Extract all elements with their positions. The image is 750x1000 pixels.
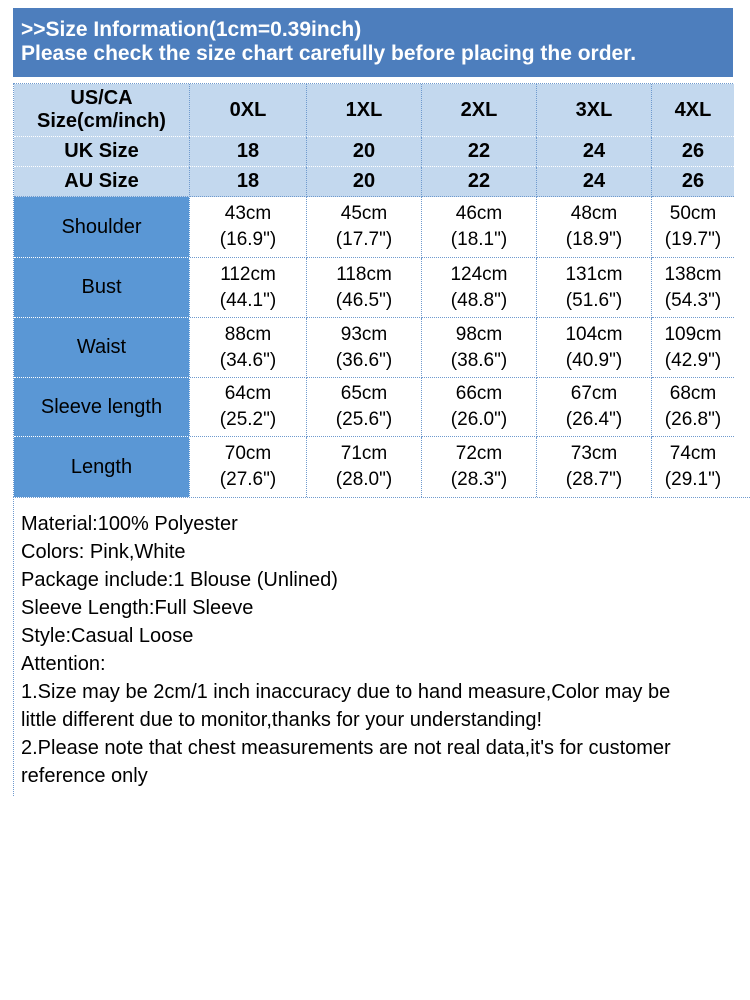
measurement-row-length bbox=[14, 437, 734, 497]
measurement-value-cell: 50cm (19.7") bbox=[652, 197, 734, 258]
measurement-value-cell: 72cm (28.3") bbox=[422, 437, 537, 497]
measurement-label: Bust bbox=[14, 258, 190, 318]
measurement-value-cell: 70cm (27.6") bbox=[190, 437, 307, 497]
measurement-value-cell: 104cm (40.9") bbox=[537, 318, 652, 378]
measurement-value-cell: 138cm (54.3") bbox=[652, 258, 734, 318]
measurement-value-cell: 124cm (48.8") bbox=[422, 258, 537, 318]
au-size-value: 20 bbox=[307, 167, 422, 197]
detail-line-note1b: little different due to monitor,thanks for your understanding! bbox=[21, 709, 543, 731]
size-info-banner bbox=[13, 8, 733, 77]
measurement-value-cell: 98cm (38.6") bbox=[422, 318, 537, 378]
banner-title: >>Size Information(1cm=0.39inch) bbox=[21, 18, 362, 41]
size-chart-table bbox=[14, 84, 734, 497]
measurement-value-cell: 73cm (28.7") bbox=[537, 437, 652, 497]
measurement-value-cell: 88cm (34.6") bbox=[190, 318, 307, 378]
measurement-value-cell: 46cm (18.1") bbox=[422, 197, 537, 258]
size-column-header: 0XL bbox=[190, 84, 307, 137]
detail-line-package: Package include:1 Blouse (Unlined) bbox=[21, 569, 338, 591]
column-header-row bbox=[14, 84, 734, 137]
banner-subtitle: Please check the size chart carefully before placing the order. bbox=[21, 42, 637, 65]
measurement-label: Sleeve length bbox=[14, 378, 190, 437]
measurement-row-sleeve-length bbox=[14, 378, 734, 437]
measurement-row-bust bbox=[14, 258, 734, 318]
measurement-label: Length bbox=[14, 437, 190, 497]
measurement-value-cell: 48cm (18.9") bbox=[537, 197, 652, 258]
au-size-value: 24 bbox=[537, 167, 652, 197]
measurement-value-cell: 118cm (46.5") bbox=[307, 258, 422, 318]
detail-line-note2a: 2.Please note that chest measurements are not real data,it's for customer bbox=[21, 737, 671, 759]
measurement-value-cell: 131cm (51.6") bbox=[537, 258, 652, 318]
au-size-label: AU Size bbox=[14, 167, 190, 197]
measurement-label: Waist bbox=[14, 318, 190, 378]
corner-header-line2: Size(cm/inch) bbox=[37, 110, 166, 132]
uk-size-value: 18 bbox=[190, 137, 307, 167]
measurement-row-waist bbox=[14, 318, 734, 378]
detail-line-note2b: reference only bbox=[21, 765, 148, 787]
uk-size-row bbox=[14, 137, 734, 167]
product-details bbox=[13, 497, 750, 796]
size-column-header: 3XL bbox=[537, 84, 652, 137]
detail-line-colors: Colors: Pink,White bbox=[21, 541, 186, 563]
size-column-header: 2XL bbox=[422, 84, 537, 137]
corner-header-cell bbox=[14, 84, 190, 137]
au-size-value: 22 bbox=[422, 167, 537, 197]
measurement-value-cell: 93cm (36.6") bbox=[307, 318, 422, 378]
measurement-value-cell: 45cm (17.7") bbox=[307, 197, 422, 258]
measurement-value-cell: 71cm (28.0") bbox=[307, 437, 422, 497]
size-chart-frame bbox=[13, 83, 733, 497]
uk-size-value: 20 bbox=[307, 137, 422, 167]
measurement-value-cell: 112cm (44.1") bbox=[190, 258, 307, 318]
measurement-value-cell: 64cm (25.2") bbox=[190, 378, 307, 437]
corner-header-line1: US/CA bbox=[70, 87, 133, 109]
uk-size-value: 22 bbox=[422, 137, 537, 167]
measurement-value-cell: 68cm (26.8") bbox=[652, 378, 734, 437]
au-size-value: 18 bbox=[190, 167, 307, 197]
detail-line-sleeve: Sleeve Length:Full Sleeve bbox=[21, 597, 254, 619]
measurement-value-cell: 74cm (29.1") bbox=[652, 437, 734, 497]
detail-line-attention: Attention: bbox=[21, 653, 106, 675]
uk-size-label: UK Size bbox=[14, 137, 190, 167]
measurement-value-cell: 109cm (42.9") bbox=[652, 318, 734, 378]
measurement-value-cell: 67cm (26.4") bbox=[537, 378, 652, 437]
uk-size-value: 24 bbox=[537, 137, 652, 167]
detail-line-material: Material:100% Polyester bbox=[21, 513, 238, 535]
size-column-header: 4XL bbox=[652, 84, 734, 137]
measurement-value-cell: 43cm (16.9") bbox=[190, 197, 307, 258]
size-column-header: 1XL bbox=[307, 84, 422, 137]
measurement-label: Shoulder bbox=[14, 197, 190, 258]
uk-size-value: 26 bbox=[652, 137, 734, 167]
au-size-row bbox=[14, 167, 734, 197]
au-size-value: 26 bbox=[652, 167, 734, 197]
measurement-value-cell: 66cm (26.0") bbox=[422, 378, 537, 437]
detail-line-note1a: 1.Size may be 2cm/1 inch inaccuracy due to hand measure,Color may be bbox=[21, 681, 671, 703]
measurement-value-cell: 65cm (25.6") bbox=[307, 378, 422, 437]
detail-line-style: Style:Casual Loose bbox=[21, 625, 194, 647]
measurement-row-shoulder bbox=[14, 197, 734, 258]
